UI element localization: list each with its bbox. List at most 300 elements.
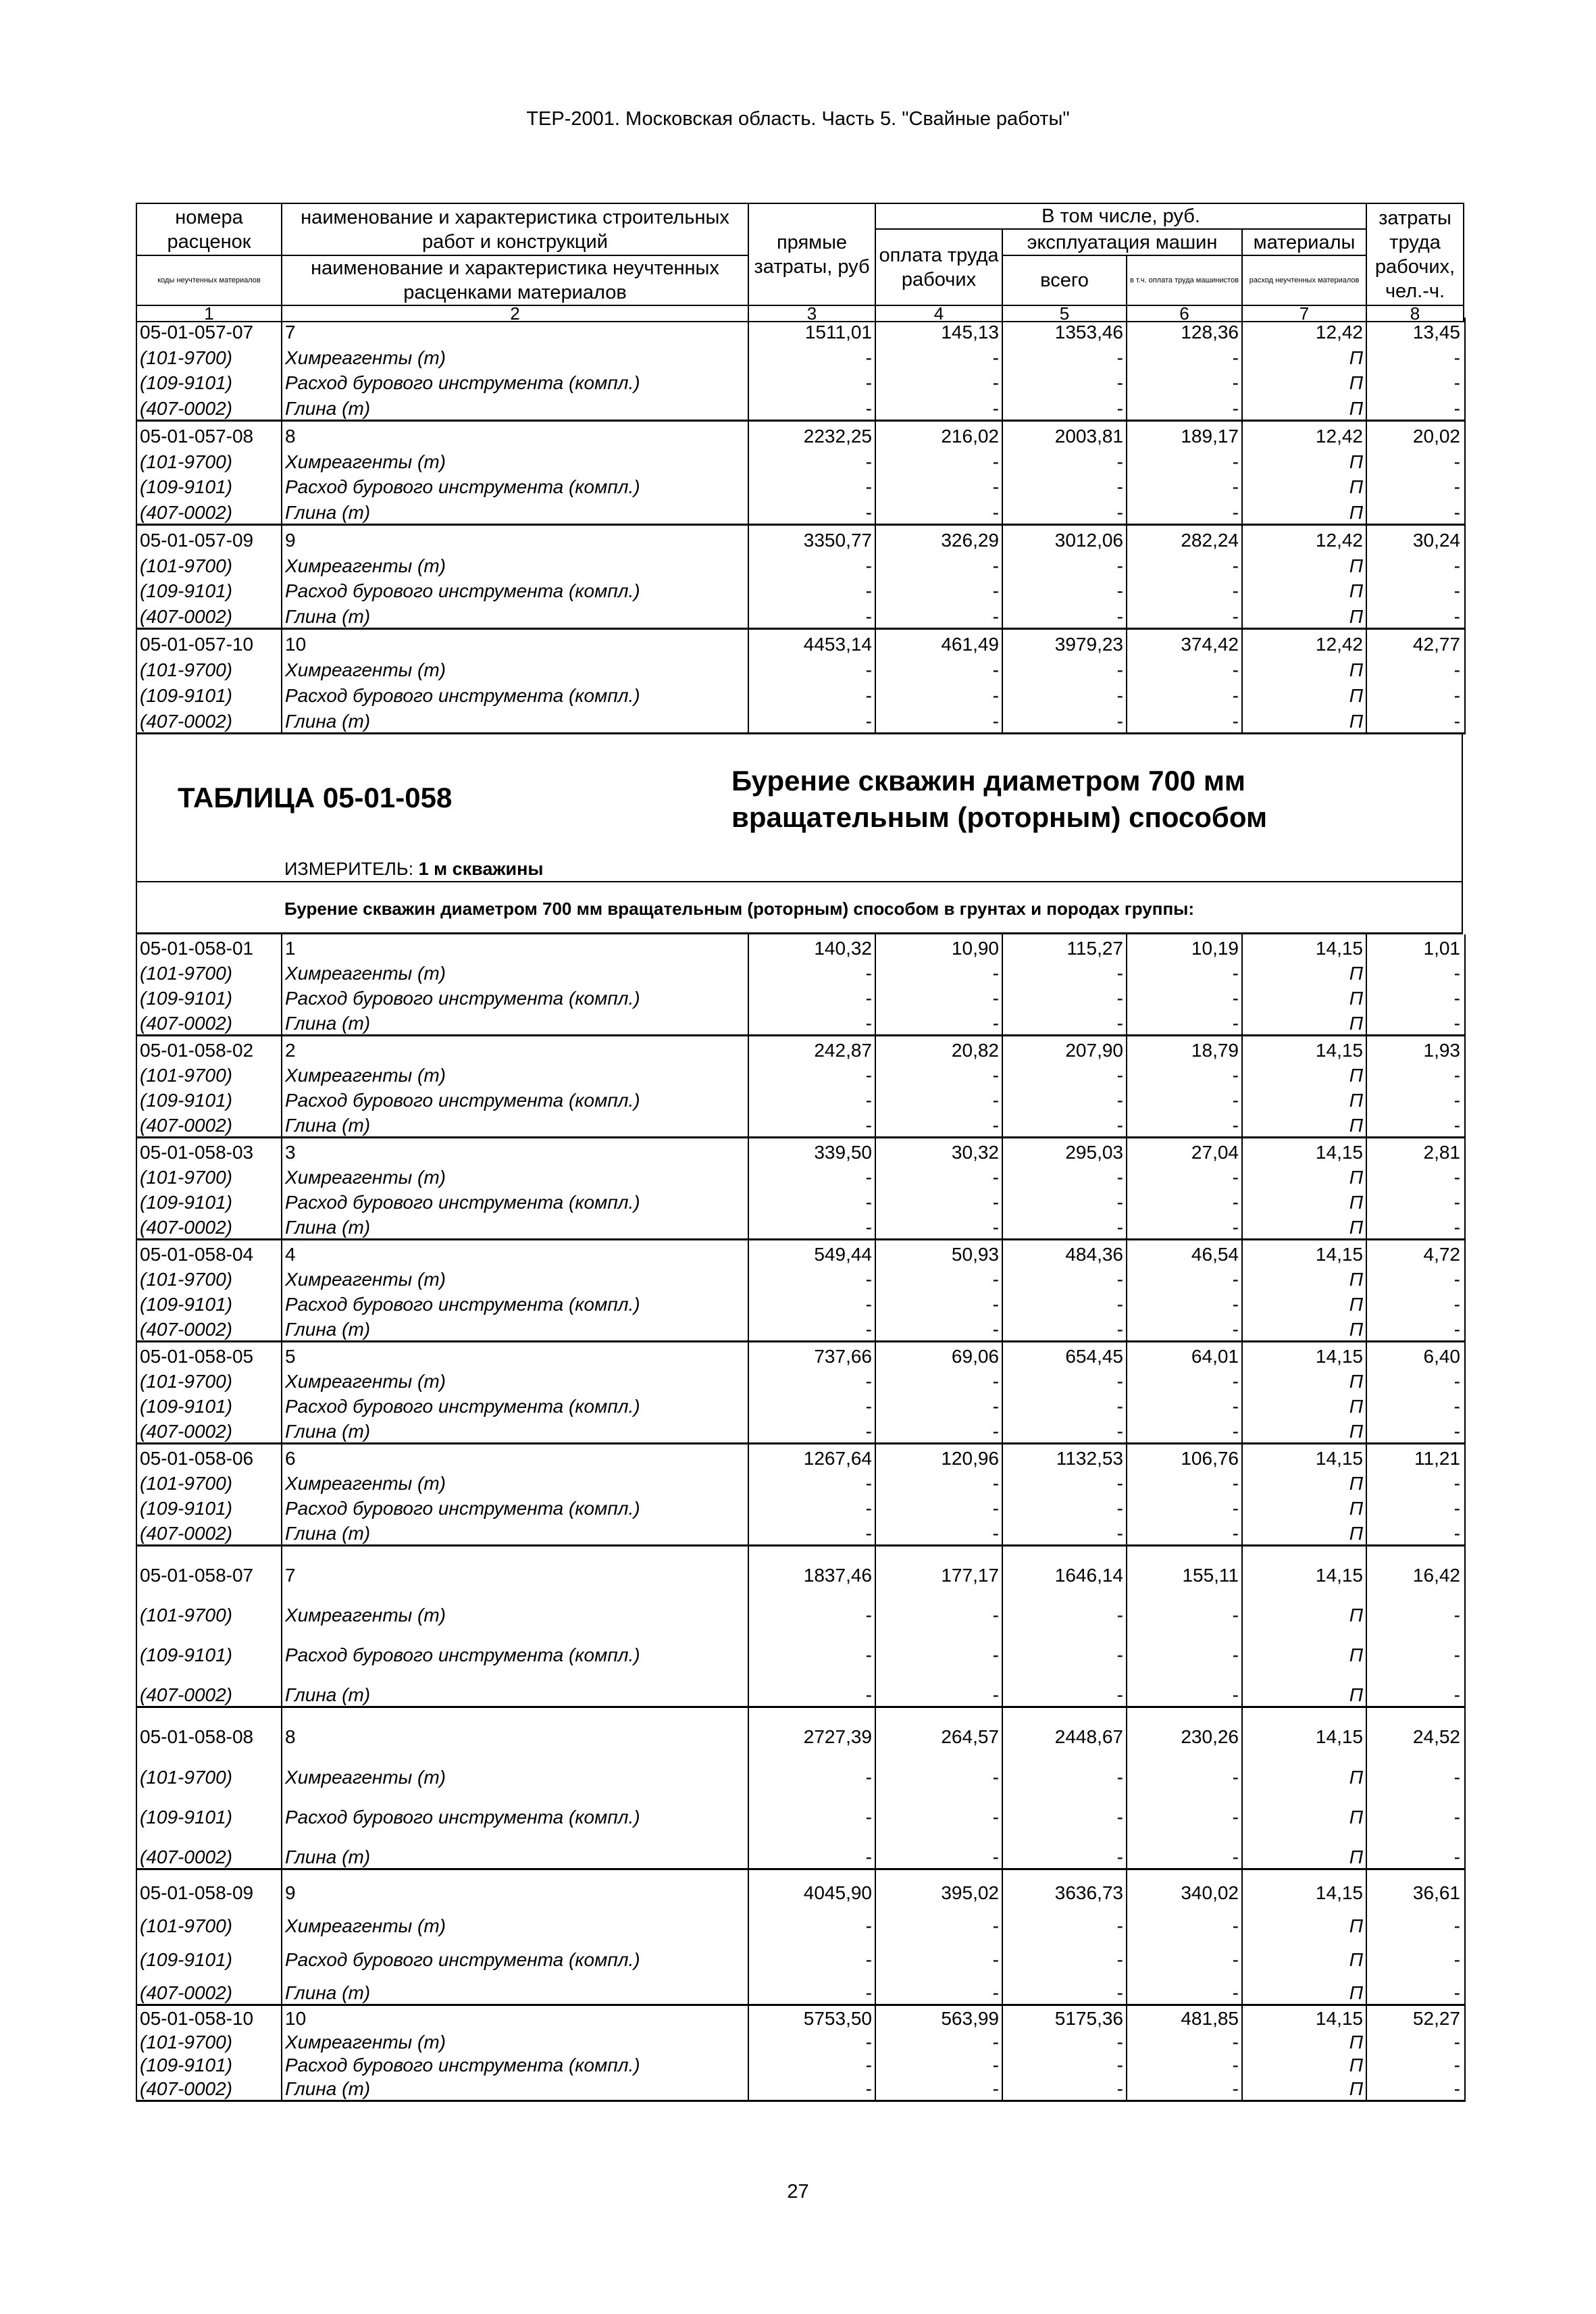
rate-block <box>137 1444 1464 1546</box>
material-value: - <box>1127 1519 1243 1544</box>
material-value: - <box>749 551 876 577</box>
material-value: П <box>1243 1469 1367 1494</box>
column-number: 2 <box>282 305 748 322</box>
material-value: - <box>1453 1217 1460 1238</box>
material-value: - <box>1003 959 1127 984</box>
material-name: Расход бурового инструмента (компл.) <box>282 1494 749 1519</box>
material-value: - <box>1127 369 1243 395</box>
material-name: Расход бурового инструмента (компл.) <box>282 1392 749 1417</box>
rate-value: 461,49 <box>876 630 1003 655</box>
material-value: П <box>1243 602 1367 628</box>
material-code: (101-9700) <box>137 1367 282 1392</box>
material-value: - <box>1127 1417 1243 1442</box>
material-name: Расход бурового инструмента (компл.) <box>282 473 749 499</box>
material-name: Расход бурового инструмента (компл.) <box>282 1937 749 1971</box>
material-value: - <box>1453 2031 1460 2053</box>
rate-value: 1132,53 <box>1003 1444 1127 1469</box>
material-value: - <box>749 2053 876 2077</box>
material-name: Химреагенты (т) <box>282 2030 749 2053</box>
material-code: (109-9101) <box>137 1626 282 1666</box>
rate-name: 7 <box>282 318 749 343</box>
material-value: - <box>749 577 876 603</box>
material-value: - <box>876 1009 1003 1034</box>
material-value: П <box>1243 498 1367 524</box>
rate-block <box>137 934 1464 1036</box>
material-value: П <box>1243 551 1367 577</box>
material-code: (109-9101) <box>137 1086 282 1111</box>
header-machines-total: всего <box>1002 255 1127 305</box>
material-value: - <box>1127 1290 1243 1315</box>
material-value: - <box>749 707 876 732</box>
material-value: - <box>1127 602 1243 628</box>
material-name: Химреагенты (т) <box>282 1904 749 1938</box>
rate-value: 12,42 <box>1243 630 1367 655</box>
header-material-codes: коды неучтенных материалов <box>136 255 282 305</box>
rate-block <box>137 526 1464 630</box>
material-name: Глина (т) <box>282 1009 749 1034</box>
material-value: П <box>1243 577 1367 603</box>
material-value: - <box>876 1163 1003 1188</box>
material-value: - <box>1453 1806 1460 1828</box>
material-value: - <box>1127 959 1243 984</box>
material-name: Расход бурового инструмента (компл.) <box>282 1188 749 1213</box>
rate-value: 4,72 <box>1423 1244 1460 1265</box>
material-value: П <box>1243 1971 1367 2005</box>
material-value: - <box>749 394 876 420</box>
column-number: 1 <box>136 305 282 322</box>
material-value: - <box>876 369 1003 395</box>
material-value: - <box>876 1315 1003 1340</box>
material-value: П <box>1243 1315 1367 1340</box>
material-name: Расход бурового инструмента (компл.) <box>282 984 749 1009</box>
rate-block <box>137 1708 1464 1870</box>
material-code: (109-9101) <box>137 1188 282 1213</box>
rate-name: 10 <box>282 630 749 655</box>
rate-block <box>137 1342 1464 1444</box>
rate-value: 12,42 <box>1243 526 1367 551</box>
material-code: (109-9101) <box>137 1937 282 1971</box>
header-materials: материалы <box>1242 229 1366 255</box>
material-value: - <box>1453 1846 1460 1867</box>
material-value: - <box>1453 1523 1460 1544</box>
material-name: Химреагенты (т) <box>282 655 749 681</box>
material-value: - <box>876 1586 1003 1626</box>
material-value: - <box>1003 1290 1127 1315</box>
material-value: - <box>876 984 1003 1009</box>
material-value: - <box>1003 1971 1127 2005</box>
rate-value: 115,27 <box>1003 934 1127 959</box>
material-value: - <box>876 1367 1003 1392</box>
material-value: П <box>1243 1748 1367 1788</box>
material-value: П <box>1243 1213 1367 1238</box>
material-value: - <box>1003 1367 1127 1392</box>
material-value: - <box>876 1937 1003 1971</box>
material-name: Глина (т) <box>282 1666 749 1706</box>
material-value: - <box>1127 1937 1243 1971</box>
rate-value: 12,42 <box>1243 422 1367 447</box>
material-value: - <box>1003 394 1127 420</box>
material-value: - <box>749 1086 876 1111</box>
material-name: Расход бурового инструмента (компл.) <box>282 681 749 707</box>
material-value: - <box>1003 984 1127 1009</box>
rate-code: 05-01-058-10 <box>137 2006 282 2030</box>
material-code: (109-9101) <box>137 681 282 707</box>
material-value: - <box>1127 1586 1243 1626</box>
material-value: - <box>1003 1009 1127 1034</box>
rate-value: 2232,25 <box>749 422 876 447</box>
column-number: 6 <box>1127 305 1242 322</box>
material-value: - <box>1003 2053 1127 2077</box>
material-code: (109-9101) <box>137 577 282 603</box>
material-value: - <box>1453 988 1460 1009</box>
table-label: ТАБЛИЦА 05-01-058 <box>178 782 453 813</box>
rate-value: 42,77 <box>1412 634 1460 655</box>
material-value: - <box>749 343 876 369</box>
material-value: - <box>1127 2053 1243 2077</box>
material-value: - <box>1003 1828 1127 1868</box>
material-name: Глина (т) <box>282 394 749 420</box>
material-name: Расход бурового инструмента (компл.) <box>282 2053 749 2077</box>
material-value: - <box>1453 476 1460 498</box>
material-value: - <box>1003 1315 1127 1340</box>
material-code: (407-0002) <box>137 1009 282 1034</box>
table-title-line1: Бурение скважин диаметром 700 мм <box>731 765 1245 797</box>
material-name: Расход бурового инструмента (компл.) <box>282 577 749 603</box>
rate-code: 05-01-057-10 <box>137 630 282 655</box>
material-value: - <box>876 1265 1003 1290</box>
material-value: - <box>749 602 876 628</box>
material-value: - <box>1127 1163 1243 1188</box>
material-value: - <box>1453 1167 1460 1188</box>
material-value: - <box>1003 1904 1127 1938</box>
material-value: - <box>749 1061 876 1086</box>
rate-block <box>137 1138 1464 1240</box>
material-value: - <box>1127 1971 1243 2005</box>
material-value: - <box>1453 1115 1460 1136</box>
material-value: - <box>1003 1213 1127 1238</box>
material-value: П <box>1243 1163 1367 1188</box>
material-value: - <box>876 1392 1003 1417</box>
rate-value: 395,02 <box>876 1870 1003 1904</box>
material-value: - <box>749 1469 876 1494</box>
rate-code: 05-01-057-07 <box>137 318 282 343</box>
material-value: - <box>1003 1494 1127 1519</box>
rate-value: 46,54 <box>1127 1240 1243 1265</box>
material-value: - <box>876 2076 1003 2100</box>
material-code: (109-9101) <box>137 1392 282 1417</box>
rate-block <box>137 1870 1464 2006</box>
material-code: (101-9700) <box>137 551 282 577</box>
material-value: - <box>1003 2030 1127 2053</box>
rate-value: 14,15 <box>1243 1870 1367 1904</box>
material-value: - <box>749 1417 876 1442</box>
rate-block <box>137 2006 1464 2102</box>
material-value: - <box>876 2053 1003 2077</box>
material-code: (101-9700) <box>137 1265 282 1290</box>
material-value: - <box>1003 1469 1127 1494</box>
material-value: - <box>1127 394 1243 420</box>
material-value: - <box>749 1519 876 1544</box>
material-value: - <box>1453 1766 1460 1788</box>
rate-name: 9 <box>282 1870 749 1904</box>
header-material-usage: расход неучтенных материалов <box>1242 255 1366 305</box>
material-value: - <box>1453 1605 1460 1626</box>
material-code: (109-9101) <box>137 2053 282 2077</box>
material-value: - <box>876 394 1003 420</box>
material-value: - <box>876 655 1003 681</box>
material-value: - <box>1453 347 1460 368</box>
material-value: - <box>1003 2076 1127 2100</box>
material-value: - <box>1003 343 1127 369</box>
rate-value: 11,21 <box>1414 1448 1460 1469</box>
rate-name: 8 <box>282 422 749 447</box>
rate-code: 05-01-058-03 <box>137 1138 282 1163</box>
header-machines: эксплуатация машин <box>1002 229 1242 255</box>
rate-value: 14,15 <box>1243 1708 1367 1748</box>
rate-value: 10,19 <box>1127 934 1243 959</box>
header-direct-costs: прямые затраты, руб <box>748 203 875 305</box>
material-code: (407-0002) <box>137 394 282 420</box>
material-code: (407-0002) <box>137 1666 282 1706</box>
material-value: - <box>1003 1666 1127 1706</box>
material-value: - <box>876 1494 1003 1519</box>
material-value: - <box>1453 1013 1460 1034</box>
material-value: П <box>1243 1788 1367 1828</box>
rate-name: 4 <box>282 1240 749 1265</box>
material-value: - <box>1453 711 1460 732</box>
material-value: - <box>876 1626 1003 1666</box>
material-value: - <box>1453 685 1460 706</box>
material-value: - <box>1453 372 1460 394</box>
material-code: (109-9101) <box>137 984 282 1009</box>
measurement-unit <box>284 859 543 880</box>
material-value: - <box>749 1937 876 1971</box>
rate-value: 30,24 <box>1412 529 1460 551</box>
material-value: - <box>1003 681 1127 707</box>
material-code: (407-0002) <box>137 707 282 732</box>
rate-value: 20,02 <box>1412 425 1460 447</box>
material-code: (407-0002) <box>137 1315 282 1340</box>
material-value: П <box>1243 1111 1367 1136</box>
material-value: - <box>876 1188 1003 1213</box>
material-value: - <box>1127 1061 1243 1086</box>
material-value: - <box>876 343 1003 369</box>
material-value: - <box>1003 1392 1127 1417</box>
rate-code: 05-01-058-05 <box>137 1342 282 1367</box>
rate-value: 3636,73 <box>1003 1870 1127 1904</box>
material-value: П <box>1243 473 1367 499</box>
rate-value: 2448,67 <box>1003 1708 1127 1748</box>
rate-value: 216,02 <box>876 422 1003 447</box>
rate-value: 14,15 <box>1243 1240 1367 1265</box>
material-code: (407-0002) <box>137 1111 282 1136</box>
header-worker-pay: оплата труда рабочих <box>875 229 1002 305</box>
rate-value: 106,76 <box>1127 1444 1243 1469</box>
material-name: Глина (т) <box>282 2076 749 2100</box>
rate-value: 189,17 <box>1127 422 1243 447</box>
rate-value: 1353,46 <box>1003 318 1127 343</box>
rate-value: 155,11 <box>1127 1546 1243 1586</box>
material-value: П <box>1243 2053 1367 2077</box>
material-value: - <box>1453 1498 1460 1519</box>
material-value: - <box>749 1367 876 1392</box>
material-name: Химреагенты (т) <box>282 1469 749 1494</box>
rate-value: 1267,64 <box>749 1444 876 1469</box>
material-name: Глина (т) <box>282 602 749 628</box>
rate-value: 4045,90 <box>749 1870 876 1904</box>
rate-value: 120,96 <box>876 1444 1003 1469</box>
column-number: 7 <box>1242 305 1366 322</box>
material-value: - <box>1453 1090 1460 1111</box>
rate-value: 5175,36 <box>1003 2006 1127 2030</box>
material-value: - <box>749 2076 876 2100</box>
material-value: - <box>1453 1294 1460 1315</box>
rate-value: 14,15 <box>1243 1546 1367 1586</box>
material-name: Глина (т) <box>282 498 749 524</box>
material-code: (407-0002) <box>137 1213 282 1238</box>
material-value: - <box>749 369 876 395</box>
material-value: - <box>876 447 1003 473</box>
rate-code: 05-01-058-04 <box>137 1240 282 1265</box>
rate-name: 5 <box>282 1342 749 1367</box>
material-code: (101-9700) <box>137 343 282 369</box>
material-name: Химреагенты (т) <box>282 1265 749 1290</box>
material-value: - <box>876 1904 1003 1938</box>
material-value: - <box>1003 602 1127 628</box>
rate-value: 3012,06 <box>1003 526 1127 551</box>
rate-code: 05-01-057-08 <box>137 422 282 447</box>
rate-block <box>137 422 1464 526</box>
material-value: - <box>1453 398 1460 419</box>
rate-value: 295,03 <box>1003 1138 1127 1163</box>
material-value: - <box>1453 1371 1460 1392</box>
header-machinist-pay: в т.ч. оплата труда машинистов <box>1127 255 1242 305</box>
material-value: - <box>1127 707 1243 732</box>
rate-value: 30,32 <box>876 1138 1003 1163</box>
material-value: - <box>1127 2030 1243 2053</box>
material-value: - <box>876 602 1003 628</box>
material-value: П <box>1243 1626 1367 1666</box>
material-value: - <box>1003 1188 1127 1213</box>
rate-value: 326,29 <box>876 526 1003 551</box>
material-value: - <box>1127 577 1243 603</box>
material-value: - <box>876 1061 1003 1086</box>
material-value: - <box>1003 1748 1127 1788</box>
material-name: Расход бурового инструмента (компл.) <box>282 1788 749 1828</box>
material-value: - <box>749 473 876 499</box>
material-code: (101-9700) <box>137 1904 282 1938</box>
material-code: (101-9700) <box>137 1163 282 1188</box>
rate-value: 10,90 <box>876 934 1003 959</box>
material-value: - <box>749 447 876 473</box>
material-value: - <box>1453 1948 1460 1970</box>
rate-value: 484,36 <box>1003 1240 1127 1265</box>
rate-value: 69,06 <box>876 1342 1003 1367</box>
material-value: - <box>1003 655 1127 681</box>
material-value: - <box>749 1009 876 1034</box>
rate-value: 36,61 <box>1412 1882 1460 1903</box>
material-value: - <box>1127 1494 1243 1519</box>
material-value: - <box>1453 1644 1460 1665</box>
rate-value: 563,99 <box>876 2006 1003 2030</box>
rate-block <box>137 1546 1464 1708</box>
page-number: 27 <box>787 2181 809 2203</box>
column-number: 4 <box>875 305 1002 322</box>
material-value: - <box>1453 451 1460 472</box>
material-value: - <box>1453 1192 1460 1213</box>
material-name: Глина (т) <box>282 1971 749 2005</box>
material-value: П <box>1243 655 1367 681</box>
rate-code: 05-01-058-02 <box>137 1036 282 1061</box>
material-value: - <box>876 498 1003 524</box>
material-value: - <box>749 984 876 1009</box>
rate-value: 14,15 <box>1243 1342 1367 1367</box>
measurement-value: 1 м скважины <box>418 859 544 879</box>
rate-value: 27,04 <box>1127 1138 1243 1163</box>
material-value: - <box>1453 1269 1460 1290</box>
material-value: П <box>1243 1367 1367 1392</box>
material-value: - <box>749 1748 876 1788</box>
rate-value: 242,87 <box>749 1036 876 1061</box>
column-number: 8 <box>1366 305 1464 322</box>
rate-code: 05-01-058-07 <box>137 1546 282 1586</box>
material-name: Химреагенты (т) <box>282 447 749 473</box>
rate-code: 05-01-058-09 <box>137 1870 282 1904</box>
rate-value: 18,79 <box>1127 1036 1243 1061</box>
material-code: (407-0002) <box>137 1971 282 2005</box>
rate-value: 52,27 <box>1412 2007 1460 2029</box>
material-value: - <box>1003 447 1127 473</box>
material-value: П <box>1243 369 1367 395</box>
material-value: - <box>1127 551 1243 577</box>
rate-value: 14,15 <box>1243 1036 1367 1061</box>
rate-value: 20,82 <box>876 1036 1003 1061</box>
material-value: - <box>1127 1367 1243 1392</box>
material-value: - <box>1003 1519 1127 1544</box>
material-value: - <box>1127 1666 1243 1706</box>
material-code: (109-9101) <box>137 1494 282 1519</box>
material-name: Глина (т) <box>282 1213 749 1238</box>
material-value: - <box>876 681 1003 707</box>
rate-value: 1,93 <box>1423 1040 1460 1061</box>
material-value: - <box>1127 1188 1243 1213</box>
rate-value: 207,90 <box>1003 1036 1127 1061</box>
material-name: Глина (т) <box>282 1519 749 1544</box>
material-value: П <box>1243 1586 1367 1626</box>
page-title: ТЕР-2001. Московская область. Часть 5. "Свайные работы" <box>526 108 1070 130</box>
material-value: - <box>1127 1392 1243 1417</box>
material-code: (407-0002) <box>137 1828 282 1868</box>
material-value: - <box>1127 1009 1243 1034</box>
material-name: Химреагенты (т) <box>282 343 749 369</box>
material-value: - <box>1453 606 1460 627</box>
material-value: П <box>1243 343 1367 369</box>
material-value: - <box>1127 984 1243 1009</box>
material-value: - <box>749 1666 876 1706</box>
material-name: Химреагенты (т) <box>282 1586 749 1626</box>
material-value: П <box>1243 1937 1367 1971</box>
material-value: - <box>1003 1086 1127 1111</box>
material-value: П <box>1243 707 1367 732</box>
material-value: - <box>876 707 1003 732</box>
material-value: П <box>1243 1188 1367 1213</box>
material-value: - <box>876 2030 1003 2053</box>
rate-value: 1837,46 <box>749 1546 876 1586</box>
material-value: - <box>1453 2055 1460 2076</box>
material-value: П <box>1243 1265 1367 1290</box>
material-code: (101-9700) <box>137 447 282 473</box>
rate-value: 339,50 <box>749 1138 876 1163</box>
